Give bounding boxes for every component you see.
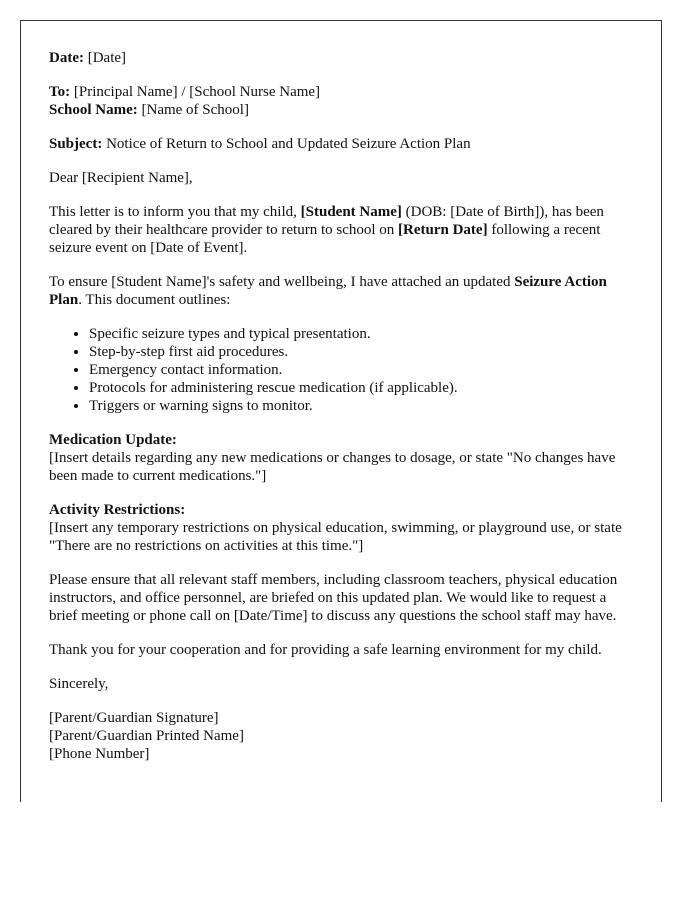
plan-contents-list (49, 325, 633, 415)
activity-section: Activity Restrictions: [Insert any temporary restrictions on physical education, swimming, or playground use, or state "There are no restrictions on activities at this time."] (49, 502, 622, 554)
letter (20, 20, 662, 802)
intro-paragraph: This letter is to inform you that my child, [Student Name] (DOB: [Date of Birth]), has been cleared by their healthcare provider to return to school on [Return Date] following a recent seizure event on [Date of Event]. (49, 204, 604, 256)
recipient-block: To: [Principal Name] / [School Nurse Name] School Name: [Name of School] (49, 84, 321, 118)
list-item: • Specific seizure types and typical presentation. (89, 325, 633, 343)
medication-section: Medication Update: [Insert details regarding any new medications or changes to dosage, or state "No changes have been made to current medications."] (49, 432, 616, 484)
list-item: • Triggers or warning signs to monitor. (89, 397, 633, 415)
staff-paragraph: Please ensure that all relevant staff members, including classroom teachers, physical education instructors, and office personnel, are briefed on this updated plan. We would like to request a brief meeting or phone call on [Date/Time] to discuss any questions the school staff may have. (49, 572, 618, 624)
list-item: • Step-by-step first aid procedures. (89, 343, 633, 361)
list-item: • Protocols for administering rescue medication (if applicable). (89, 379, 633, 397)
thanks-paragraph: Thank you for your cooperation and for providing a safe learning environment for my child. (49, 642, 602, 658)
date-line: Date: [Date] (49, 50, 127, 66)
list-item: • Emergency contact information. (89, 361, 633, 379)
closing: Sincerely, (49, 676, 109, 692)
subject-line: Subject: Notice of Return to School and Updated Seizure Action Plan (49, 136, 471, 152)
salutation: Dear [Recipient Name], (49, 170, 193, 186)
plan-paragraph: To ensure [Student Name]'s safety and wellbeing, I have attached an updated Seizure Action Plan. This document outlines: (49, 274, 607, 308)
signature-block: [Parent/Guardian Signature] [Parent/Guardian Printed Name] [Phone Number] (49, 710, 244, 762)
